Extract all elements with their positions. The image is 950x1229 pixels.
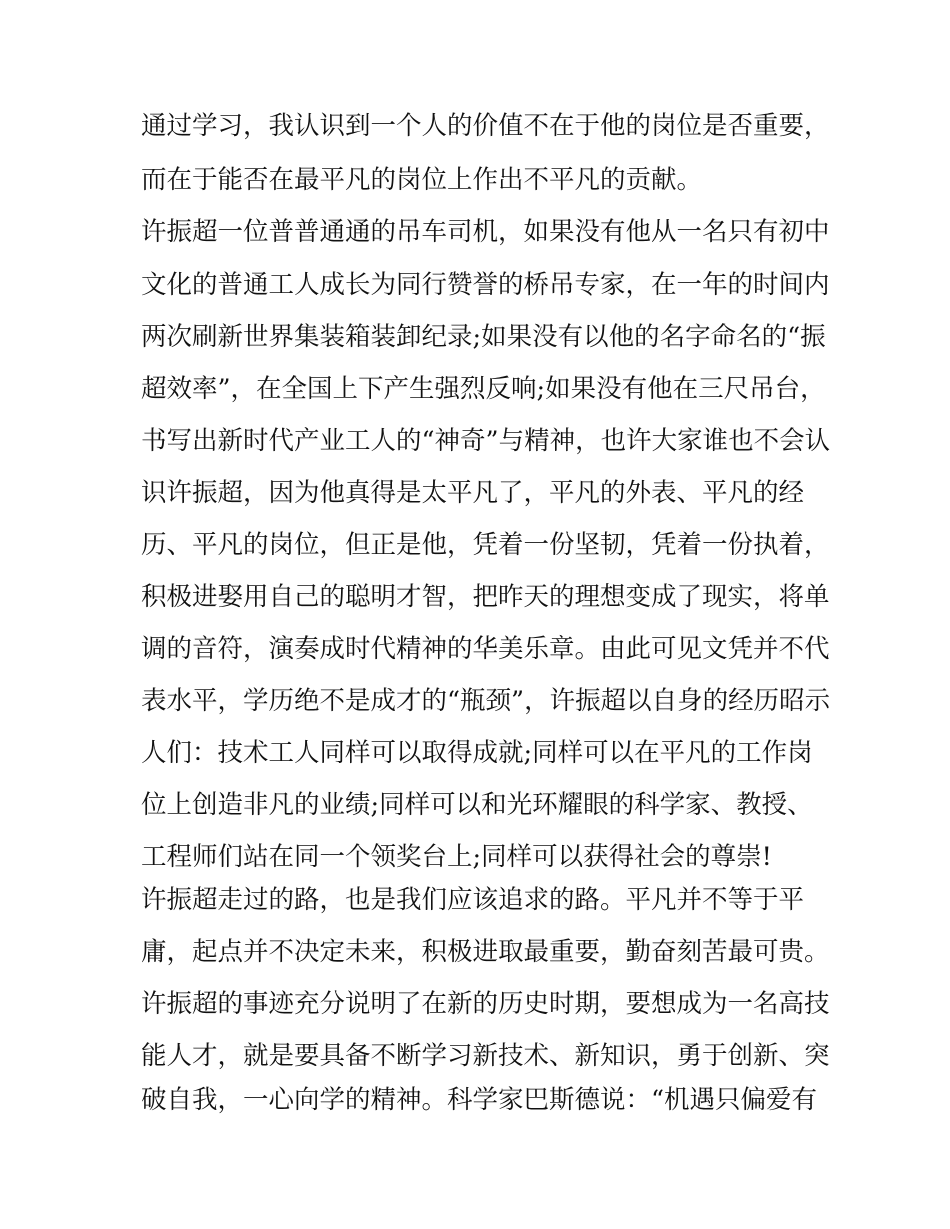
text-line: 能人才，就是要具备不断学习新技术、新知识，勇于创新、突	[141, 1041, 830, 1071]
text-line: 而在于能否在最平凡的岗位上作出不平凡的贡献。	[141, 165, 703, 195]
text-line: 两次刷新世界集装箱装卸纪录;如果没有以他的名字命名的“振	[141, 322, 826, 352]
text-line: 书写出新时代产业工人的“神奇”与精神，也许大家谁也不会认	[141, 426, 831, 456]
text-line: 历、平凡的岗位，但正是他，凭着一份坚韧，凭着一份执着，	[141, 530, 830, 560]
text-line: 许振超的事迹充分说明了在新的历史时期，要想成为一名高技	[141, 989, 830, 1019]
text-line: 识许振超，因为他真得是太平凡了，平凡的外表、平凡的经	[141, 478, 805, 508]
text-line: 许振超一位普普通通的吊车司机，如果没有他从一名只有初中	[141, 217, 830, 247]
text-line: 调的音符，演奏成时代精神的华美乐章。由此可见文凭并不代	[141, 634, 830, 664]
text-line: 文化的普通工人成长为同行赞誉的桥吊专家，在一年的时间内	[141, 270, 830, 300]
text-line: 表水平，学历绝不是成才的“瓶颈”，许振超以自身的经历昭示	[141, 686, 831, 716]
text-line: 通过学习，我认识到一个人的价值不在于他的岗位是否重要，	[141, 111, 830, 141]
text-line: 积极进娶用自己的聪明才智，把昨天的理想变成了现实，将单	[141, 582, 830, 612]
text-line: 庸，起点并不决定未来，积极进取最重要，勤奋刻苦最可贵。	[141, 937, 830, 967]
text-line: 工程师们站在同一个领奖台上;同样可以获得社会的尊崇!	[141, 842, 772, 872]
text-line: 人们：技术工人同样可以取得成就;同样可以在平凡的工作岗	[141, 738, 813, 768]
text-line: 位上创造非凡的业绩;同样可以和光环耀眼的科学家、教授、	[141, 790, 813, 820]
text-line: 许振超走过的路，也是我们应该追求的路。平凡并不等于平	[141, 885, 805, 915]
text-line: 超效率”，在全国上下产生强烈反响;如果没有他在三尺吊台，	[141, 374, 826, 404]
text-line: 破自我，一心向学的精神。科学家巴斯德说：“机遇只偏爱有	[141, 1085, 818, 1115]
